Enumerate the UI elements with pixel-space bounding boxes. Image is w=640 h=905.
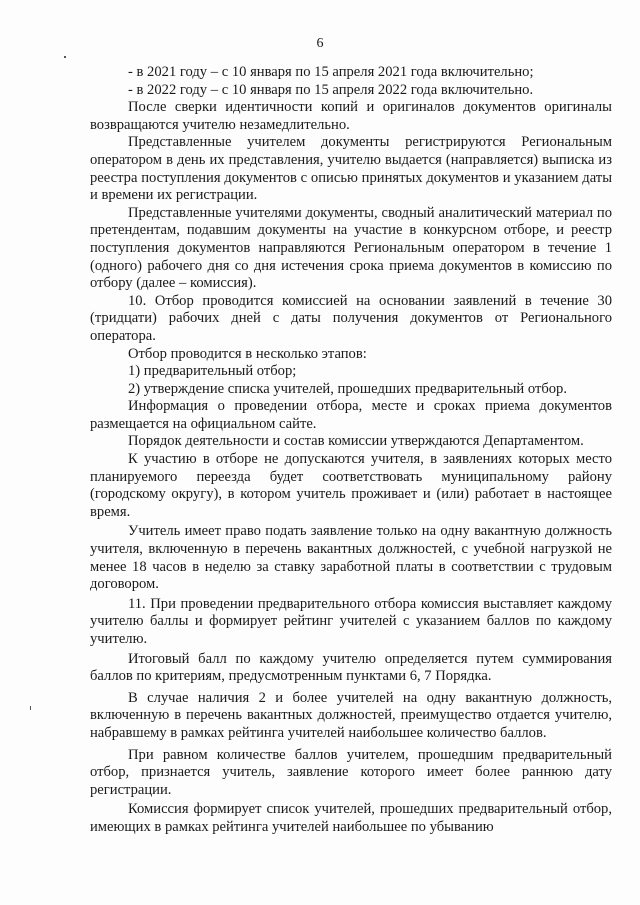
paragraph: - в 2021 году – с 10 января по 15 апреля 2021 года включительно; <box>128 64 534 80</box>
paragraph: 2) утверждение списка учителей, прошедших предварительный отбор. <box>128 380 567 397</box>
paragraph: Представленные учителем документы регистрируются Региональным оператором в день их представления, учителю выдается (направляется) выписка из реестра поступления документов с описью принятых документов и указанием даты и времени их регистрации. <box>90 134 612 204</box>
paragraph: Итоговый балл по каждому учителю определяется путем суммирования баллов по критериям, предусмотренным пунктами 6, 7 Порядка. <box>90 650 612 685</box>
document-body <box>90 64 612 837</box>
paragraph: Представленные учителями документы, сводный аналитический материал по претендентам, подавшим документы на участие в конкурсном отборе, и реестр поступления документов направляются Региональным оператором в течение 1 (одного) рабочего дня со дня истечения срока приема документов в комиссию по отбору (далее – комиссия). <box>90 204 612 292</box>
paragraph: При равном количестве баллов учителем, прошедшим предварительный отбор, признается учитель, заявление которого имеет более раннюю дату регистрации. <box>90 746 612 798</box>
paragraph: После сверки идентичности копий и оригиналов документов оригиналы возвращаются учителю незамедлительно. <box>90 99 612 133</box>
paragraph: Отбор проводится в несколько этапов: <box>128 345 367 362</box>
scan-speck <box>64 56 66 58</box>
scan-speck <box>30 706 31 710</box>
paragraph: 1) предварительный отбор; <box>128 363 297 380</box>
paragraph: 11. При проведении предварительного отбора комиссия выставляет каждому учителю баллы и формирует рейтинг учителей с указанием баллов по каждому учителю. <box>90 595 612 647</box>
paragraph: 10. Отбор проводится комиссией на основании заявлений в течение 30 (тридцати) рабочих дней с даты получения документов от Регионального оператора. <box>90 292 612 344</box>
page-number: 6 <box>316 36 324 51</box>
paragraph: Порядок деятельности и состав комиссии утверждаются Департаментом. <box>128 433 584 450</box>
paragraph: Информация о проведении отбора, месте и сроках приема документов размещается на официальном сайте. <box>90 398 612 432</box>
paragraph: - в 2022 году – с 10 января по 15 апреля 2022 года включительно. <box>128 81 534 98</box>
paragraph: К участию в отборе не допускаются учителя, в заявлениях которых место планируемого переезда будет соответствовать муниципальному району (городскому округу), в котором учитель проживает и (или) работает в настоящее время. <box>90 451 612 520</box>
paragraph: Учитель имеет право подать заявление только на одну вакантную должность учителя, включенную в перечень вакантных должностей, с учебной нагрузкой не менее 18 часов в неделю за ставку заработной платы в соответствии с трудовым договором. <box>90 523 612 593</box>
paragraph: В случае наличия 2 и более учителей на одну вакантную должность, включенную в перечень вакантных должностей, преимущество отдается учителю, набравшему в рамках рейтинга учителей наибольшее количество баллов. <box>90 689 612 741</box>
paragraph: Комиссия формирует список учителей, прошедших предварительный отбор, имеющих в рамках рейтинга учителей наибольшее по убыванию <box>90 801 612 835</box>
